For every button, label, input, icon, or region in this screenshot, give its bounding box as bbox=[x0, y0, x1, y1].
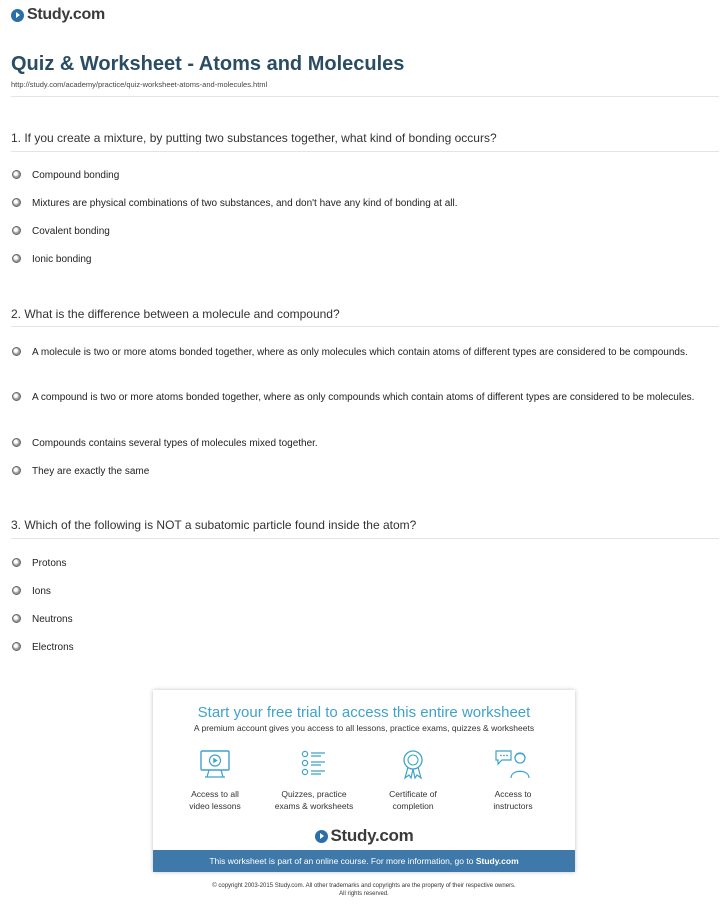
feature-certificate bbox=[363, 748, 463, 812]
promo-logo-text: Study.com bbox=[330, 826, 414, 845]
page-url: http://study.com/academy/practice/quiz-worksheet-atoms-and-molecules.html bbox=[11, 80, 268, 89]
answer-option[interactable] bbox=[12, 639, 712, 656]
promo-title[interactable]: Start your free trial to access this entire worksheet bbox=[197, 704, 531, 721]
study-logo-icon bbox=[11, 9, 24, 22]
answer-option[interactable] bbox=[12, 223, 712, 240]
answer-option[interactable] bbox=[12, 389, 712, 406]
copyright-line2: All rights reserved. bbox=[339, 891, 389, 897]
answer-text: Ions bbox=[32, 586, 51, 597]
answer-option[interactable] bbox=[12, 344, 712, 361]
answer-option[interactable] bbox=[12, 611, 712, 628]
radio-button-icon[interactable] bbox=[12, 466, 21, 475]
feature-label-line2: completion bbox=[392, 801, 434, 811]
divider bbox=[11, 151, 719, 152]
page-title: Quiz & Worksheet - Atoms and Molecules bbox=[11, 53, 405, 75]
question-3: 3. Which of the following is NOT a subatomic particle found inside the atom? bbox=[11, 518, 417, 532]
answer-text: Ionic bonding bbox=[32, 254, 92, 265]
feature-label-line1: Access to bbox=[494, 789, 532, 799]
copyright-notice bbox=[0, 882, 728, 898]
question-2: 2. What is the difference between a molecule and compound? bbox=[11, 307, 340, 321]
answer-text: Electrons bbox=[32, 642, 74, 653]
answer-text: A molecule is two or more atoms bonded together, where as only molecules which contain atoms of different types are considered to be compounds. bbox=[32, 347, 688, 358]
promo-logo[interactable] bbox=[153, 826, 575, 846]
promo-bar-text: This worksheet is part of an online course. For more information, go to bbox=[209, 856, 474, 866]
answer-option[interactable] bbox=[12, 555, 712, 572]
answer-option[interactable] bbox=[12, 167, 712, 184]
free-trial-promo[interactable] bbox=[153, 690, 575, 872]
answer-option[interactable] bbox=[12, 435, 712, 452]
question-1: 1. If you create a mixture, by putting two substances together, what kind of bonding occurs? bbox=[11, 131, 497, 145]
feature-label-line1: Quizzes, practice bbox=[281, 789, 347, 799]
answer-text: They are exactly the same bbox=[32, 466, 150, 477]
feature-label-line1: Access to all bbox=[191, 789, 239, 799]
radio-button-icon[interactable] bbox=[12, 392, 21, 401]
answer-text: Compounds contains several types of molecules mixed together. bbox=[32, 438, 318, 449]
promo-info-bar bbox=[153, 850, 575, 872]
quiz-list-icon bbox=[297, 748, 331, 780]
feature-label-line1: Certificate of bbox=[389, 789, 437, 799]
copyright-line1: © copyright 2003-2015 Study.com. All other trademarks and copyrights are the property of their respective owners. bbox=[212, 883, 516, 889]
logo-text: Study.com bbox=[27, 6, 105, 23]
answer-text: Protons bbox=[32, 558, 67, 569]
answer-option[interactable] bbox=[12, 251, 712, 268]
study-logo-icon bbox=[315, 830, 328, 843]
certificate-icon bbox=[396, 748, 430, 780]
answer-text: A compound is two or more atoms bonded together, where as only compounds which contain atoms of different types are considered to be molecules. bbox=[32, 392, 695, 403]
radio-button-icon[interactable] bbox=[12, 347, 21, 356]
feature-label-line2: video lessons bbox=[189, 801, 241, 811]
study-com-link[interactable]: Study.com bbox=[475, 856, 519, 866]
feature-quizzes bbox=[264, 748, 364, 812]
radio-button-icon[interactable] bbox=[12, 170, 21, 179]
divider bbox=[11, 326, 719, 327]
video-lesson-icon bbox=[198, 748, 232, 780]
radio-button-icon[interactable] bbox=[12, 198, 21, 207]
radio-button-icon[interactable] bbox=[12, 586, 21, 595]
radio-button-icon[interactable] bbox=[12, 642, 21, 651]
divider bbox=[11, 538, 719, 539]
answer-option[interactable] bbox=[12, 195, 712, 212]
answer-text: Covalent bonding bbox=[32, 226, 110, 237]
header-logo[interactable] bbox=[11, 6, 105, 24]
radio-button-icon[interactable] bbox=[12, 558, 21, 567]
radio-button-icon[interactable] bbox=[12, 226, 21, 235]
answer-text: Mixtures are physical combinations of two substances, and don't have any kind of bonding at all. bbox=[32, 198, 458, 209]
radio-button-icon[interactable] bbox=[12, 438, 21, 447]
answer-text: Compound bonding bbox=[32, 170, 120, 181]
answer-option[interactable] bbox=[12, 463, 712, 480]
radio-button-icon[interactable] bbox=[12, 254, 21, 263]
feature-label-line2: exams & worksheets bbox=[274, 801, 354, 811]
answer-option[interactable] bbox=[12, 583, 712, 600]
promo-subtitle: A premium account gives you access to all lessons, practice exams, quizzes & worksheets bbox=[193, 723, 535, 733]
divider bbox=[11, 96, 719, 97]
feature-instructors bbox=[463, 748, 563, 812]
feature-video-lessons bbox=[165, 748, 265, 812]
answer-text: Neutrons bbox=[32, 614, 73, 625]
radio-button-icon[interactable] bbox=[12, 614, 21, 623]
instructor-icon bbox=[493, 748, 533, 780]
feature-label-line2: instructors bbox=[493, 801, 533, 811]
